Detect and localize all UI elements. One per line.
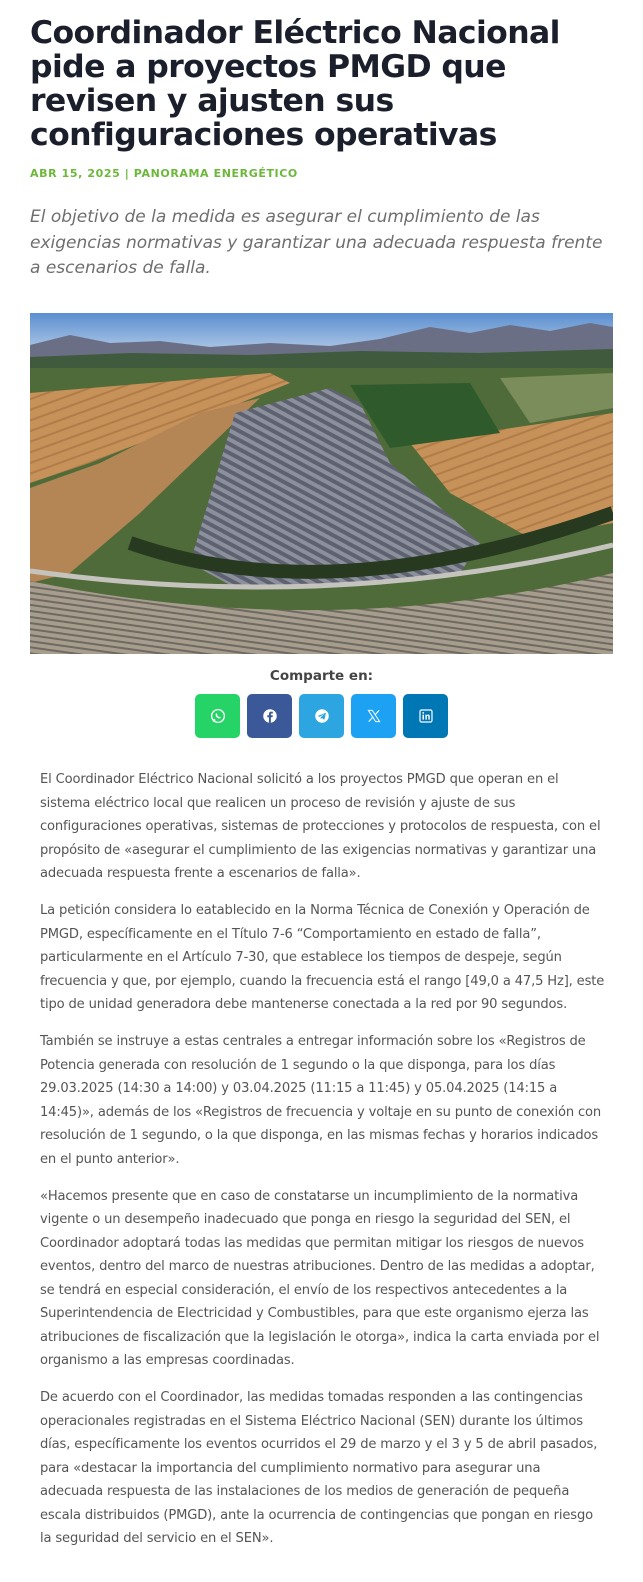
x-share-button[interactable]: [351, 694, 396, 738]
facebook-share-button[interactable]: [247, 694, 292, 738]
whatsapp-share-button[interactable]: [195, 694, 240, 738]
whatsapp-icon: [209, 707, 227, 725]
article-title: Coordinador Eléctrico Nacional pide a proyectos PMGD que revisen y ajusten sus configuraciones operativas: [30, 15, 560, 153]
body-paragraph: También se instruye a estas centrales a entregar información sobre los «Registros de Potencia generada con resolución de 1 segundo o la que disponga, para los días 29.03.2025 (14:30 a 14:00) y 03.04.2025 (11:15 a 11:45) y 05.04.2025 (14:15 a 14:45)», además de los «Registros de frecuencia y voltaje en su punto de conexión con resolución de 1 segundo, o la que disponga, en las mismas fechas y horarios indicados en el punto anterior».: [40, 1034, 602, 1167]
facebook-icon: [261, 707, 279, 725]
body-paragraph: La petición considera lo eatablecido en la Norma Técnica de Conexión y Operación de PMGD, específicamente en el Título 7-6 “Comportamiento en estado de falla”, particularmente en el Artículo 7-30, que establece los tiempos de despeje, según frecuencia y que, por ejemplo, cuando la frecuencia está el rango [49,0 a 47,5 Hz], este tipo de unidad generadora debe mantenerse conectada a la red por 90 segundos.: [40, 903, 605, 1012]
share-label: Comparte en:: [269, 668, 374, 684]
linkedin-icon: [417, 707, 435, 725]
article-body: [40, 768, 605, 1564]
body-paragraph: De acuerdo con el Coordinador, las medidas tomadas responden a las contingencias operacionales registradas en el Sistema Eléctrico Nacional (SEN) durante los últimos días, específicamente los eventos ocurridos el 29 de marzo y el 3 y 5 de abril pasados, para «destacar la importancia del cumplimiento normativo para asegurar una adecuada respuesta de las instalaciones de los medios de generación de pequeña escala distribuidos (PMGD), ante la ocurrencia de contingencias que pongan en riesgo la seguridad del servicio en el SEN».: [40, 1390, 598, 1546]
x-icon: [365, 707, 383, 725]
telegram-share-button[interactable]: [299, 694, 344, 738]
body-paragraph: «Hacemos presente que en caso de constatarse un incumplimiento de la normativa vigente o un desempeño inadecuado que ponga en riesgo la seguridad del SEN, el Coordinador adoptará todas las medidas que permitan mitigar los riesgos de nuevos eventos, dentro del marco de nuestras atribuciones. Dentro de las medidas a adoptar, se tendrá en especial consideración, el envío de los respectivos antecedentes a la Superintendencia de Electricidad y Combustibles, para que este organismo ejerza las atribuciones de fiscalización que la legislación le otorga», indica la carta enviada por el organismo a las empresas coordinadas.: [40, 1188, 600, 1368]
article-meta: ABR 15, 2025 | PANORAMA ENERGÉTICO: [30, 167, 298, 180]
telegram-icon: [313, 707, 331, 725]
solar-farm-aerial-photo: [30, 313, 613, 654]
article-lead: El objetivo de la medida es asegurar el cumplimiento de las exigencias normativas y garantizar una adecuada respuesta frente a escenarios de falla.: [30, 207, 603, 278]
linkedin-share-button[interactable]: [403, 694, 448, 738]
body-paragraph: El Coordinador Eléctrico Nacional solicitó a los proyectos PMGD que operan en el sistema eléctrico local que realicen un proceso de revisión y ajuste de sus configuraciones operativas, sistemas de protecciones y protocolos de respuesta, con el propósito de «asegurar el cumplimiento de las exigencias normativas y garantizar una adecuada respuesta frente a escenarios de falla».: [40, 772, 601, 881]
